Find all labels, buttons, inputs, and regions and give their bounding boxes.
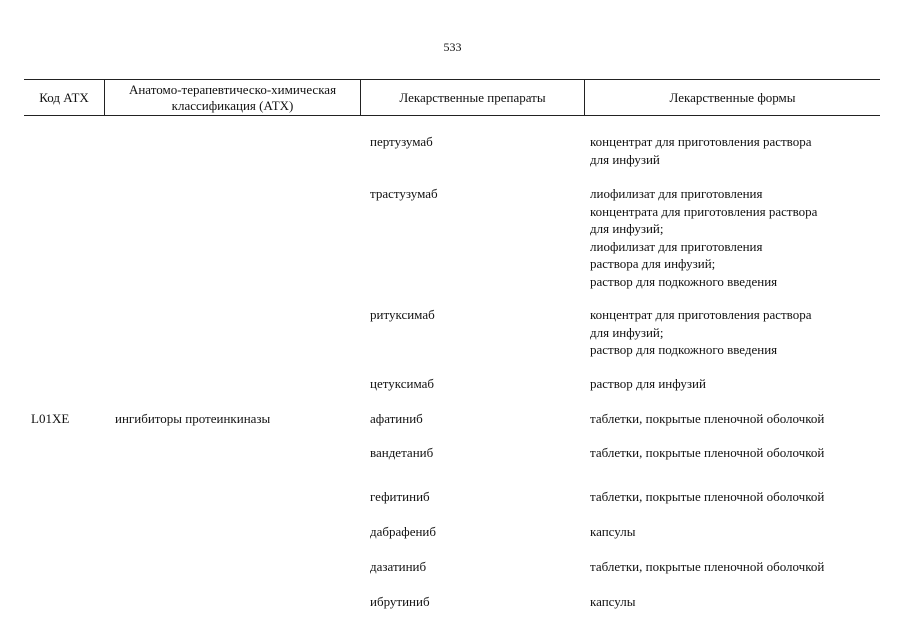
row-atc: ингибиторы протеинкиназы (115, 411, 271, 426)
row-form: таблетки, покрытые пленочной оболочкой (590, 411, 825, 426)
row-drug: дазатиниб (370, 559, 427, 574)
header-atc-classification: Анатомо-терапевтическо-химическая классификация (АТХ) (104, 80, 360, 115)
row-code: L01XE (31, 411, 70, 426)
page-number: 533 (443, 40, 462, 54)
row-form: капсулы (590, 594, 636, 609)
row-drug: цетуксимаб (370, 376, 434, 391)
row-drug: гефитиниб (370, 489, 430, 504)
header-dosage-forms: Лекарственные формы (584, 80, 880, 115)
row-drug: пертузумаб (370, 134, 433, 149)
row-form: раствор для инфузий (590, 376, 706, 391)
row-drug: ибрутиниб (370, 594, 430, 609)
row-drug: вандетаниб (370, 445, 434, 460)
row-form: таблетки, покрытые пленочной оболочкой (590, 559, 825, 574)
row-drug: ритуксимаб (370, 307, 435, 322)
row-form: капсулы (590, 524, 636, 539)
row-form: концентрат для приготовления раствора для инфузий; раствор для подкожного введения (590, 307, 812, 357)
row-drug: афатиниб (370, 411, 423, 426)
row-form: концентрат для приготовления раствора для инфузий (590, 134, 812, 167)
row-form: таблетки, покрытые пленочной оболочкой (590, 489, 825, 504)
row-form: лиофилизат для приготовления концентрата для приготовления раствора для инфузий; лиофилизат для приготовления раствора для инфузий; раствор для подкожного введения (590, 186, 818, 289)
row-drug: трастузумаб (370, 186, 438, 201)
row-form: таблетки, покрытые пленочной оболочкой (590, 445, 825, 460)
header-drugs: Лекарственные препараты (360, 80, 584, 115)
row-drug: дабрафениб (370, 524, 436, 539)
header-code: Код АТХ (39, 89, 89, 105)
